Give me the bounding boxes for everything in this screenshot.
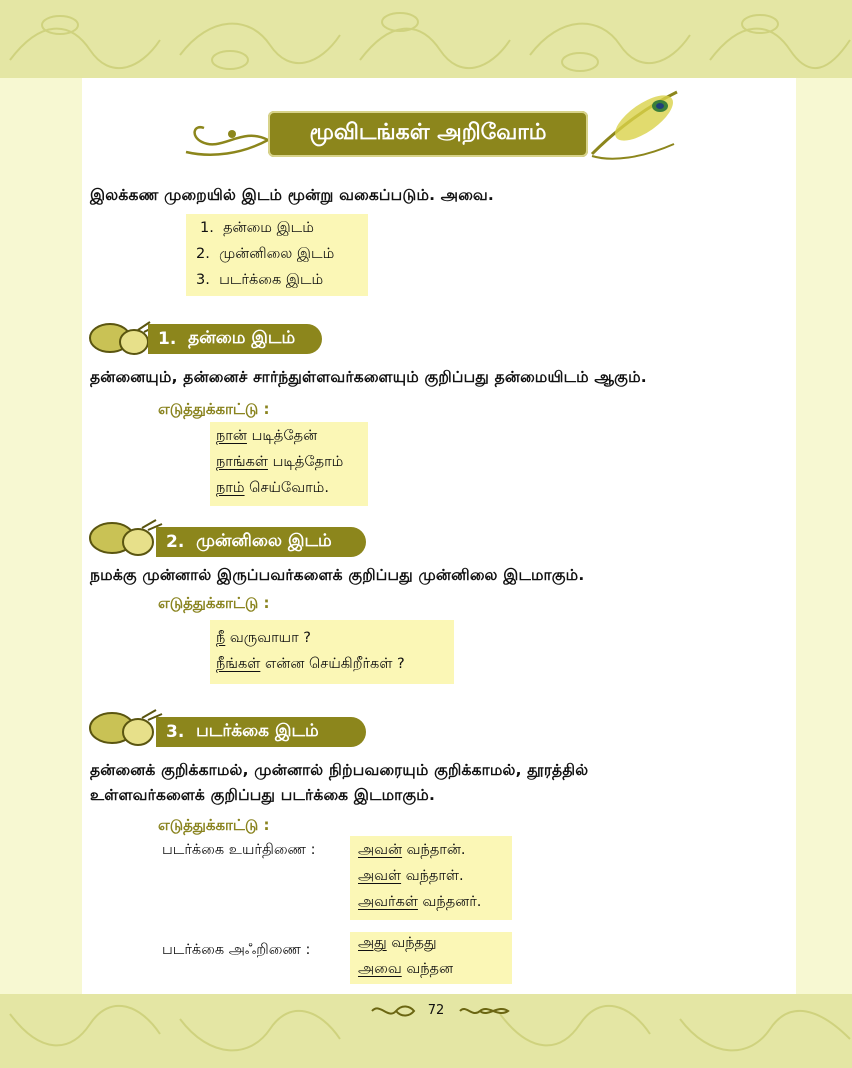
left-flourish-icon <box>182 118 270 158</box>
example-line: அவன் வந்தான். <box>358 842 466 858</box>
drum-icon <box>88 514 166 560</box>
example-line: அவள் வந்தாள். <box>358 868 464 884</box>
example-line: அவர்கள் வந்தனர். <box>358 894 482 910</box>
section-heading-1: 1. தன்மை இடம் <box>148 324 322 354</box>
example-line: நாம் செய்வோம். <box>216 480 329 496</box>
group-label-uyarthinai: படர்க்கை உயர்திணை : <box>162 842 316 858</box>
example-box-1 <box>210 422 368 506</box>
page-title: மூவிடங்கள் அறிவோம் <box>268 111 588 157</box>
list-item: 3. படர்க்கை இடம் <box>196 272 324 288</box>
example-box-3a <box>350 836 512 920</box>
page-number: 72 <box>427 1003 445 1018</box>
list-item: 1. தன்மை இடம் <box>200 220 314 236</box>
types-list <box>186 214 368 296</box>
leaf-pattern-icon <box>0 0 852 78</box>
section-1-description: தன்னையும், தன்னைச் சார்ந்துள்ளவர்களையும் குறிப்பது தன்மையிடம் ஆகும். <box>90 368 647 386</box>
list-item: 2. முன்னிலை இடம் <box>196 246 335 262</box>
example-label: எடுத்துக்காட்டு : <box>158 400 270 418</box>
example-line: அவை வந்தன <box>358 961 454 977</box>
example-line: நீ வருவாயா ? <box>216 630 311 646</box>
example-line: நீங்கள் என்ன செய்கிறீர்கள் ? <box>216 656 405 672</box>
example-label: எடுத்துக்காட்டு : <box>158 816 270 834</box>
example-line: நாங்கள் படித்தோம் <box>216 454 344 470</box>
example-label: எடுத்துக்காட்டு : <box>158 594 270 612</box>
section-3-description-line2: உள்ளவர்களைக் குறிப்பது படர்க்கை இடமாகும். <box>90 786 436 804</box>
ornament-right-icon <box>458 1002 510 1020</box>
section-3-description-line1: தன்னைக் குறிக்காமல், முன்னால் நிற்பவரையும் குறிக்காமல், தூரத்தில் <box>90 761 589 779</box>
ornament-left-icon <box>370 1002 416 1020</box>
section-2-description: நமக்கு முன்னால் இருப்பவர்களைக் குறிப்பது முன்னிலை இடமாகும். <box>90 566 585 584</box>
example-line: அது வந்தது <box>358 935 437 951</box>
section-heading-3: 3. படர்க்கை இடம் <box>156 717 366 747</box>
section-heading-2: 2. முன்னிலை இடம் <box>156 527 366 557</box>
example-box-2 <box>210 620 454 684</box>
intro-text: இலக்கண முறையில் இடம் மூன்று வகைப்படும். அவை. <box>90 186 495 204</box>
group-label-ahrinai: படர்க்கை அஃறிணை : <box>162 942 311 958</box>
example-line: நான் படித்தேன் <box>216 428 318 444</box>
top-decorative-band <box>0 0 852 78</box>
drum-icon <box>88 704 166 750</box>
example-box-3b <box>350 932 512 984</box>
peacock-feather-icon <box>582 84 682 160</box>
